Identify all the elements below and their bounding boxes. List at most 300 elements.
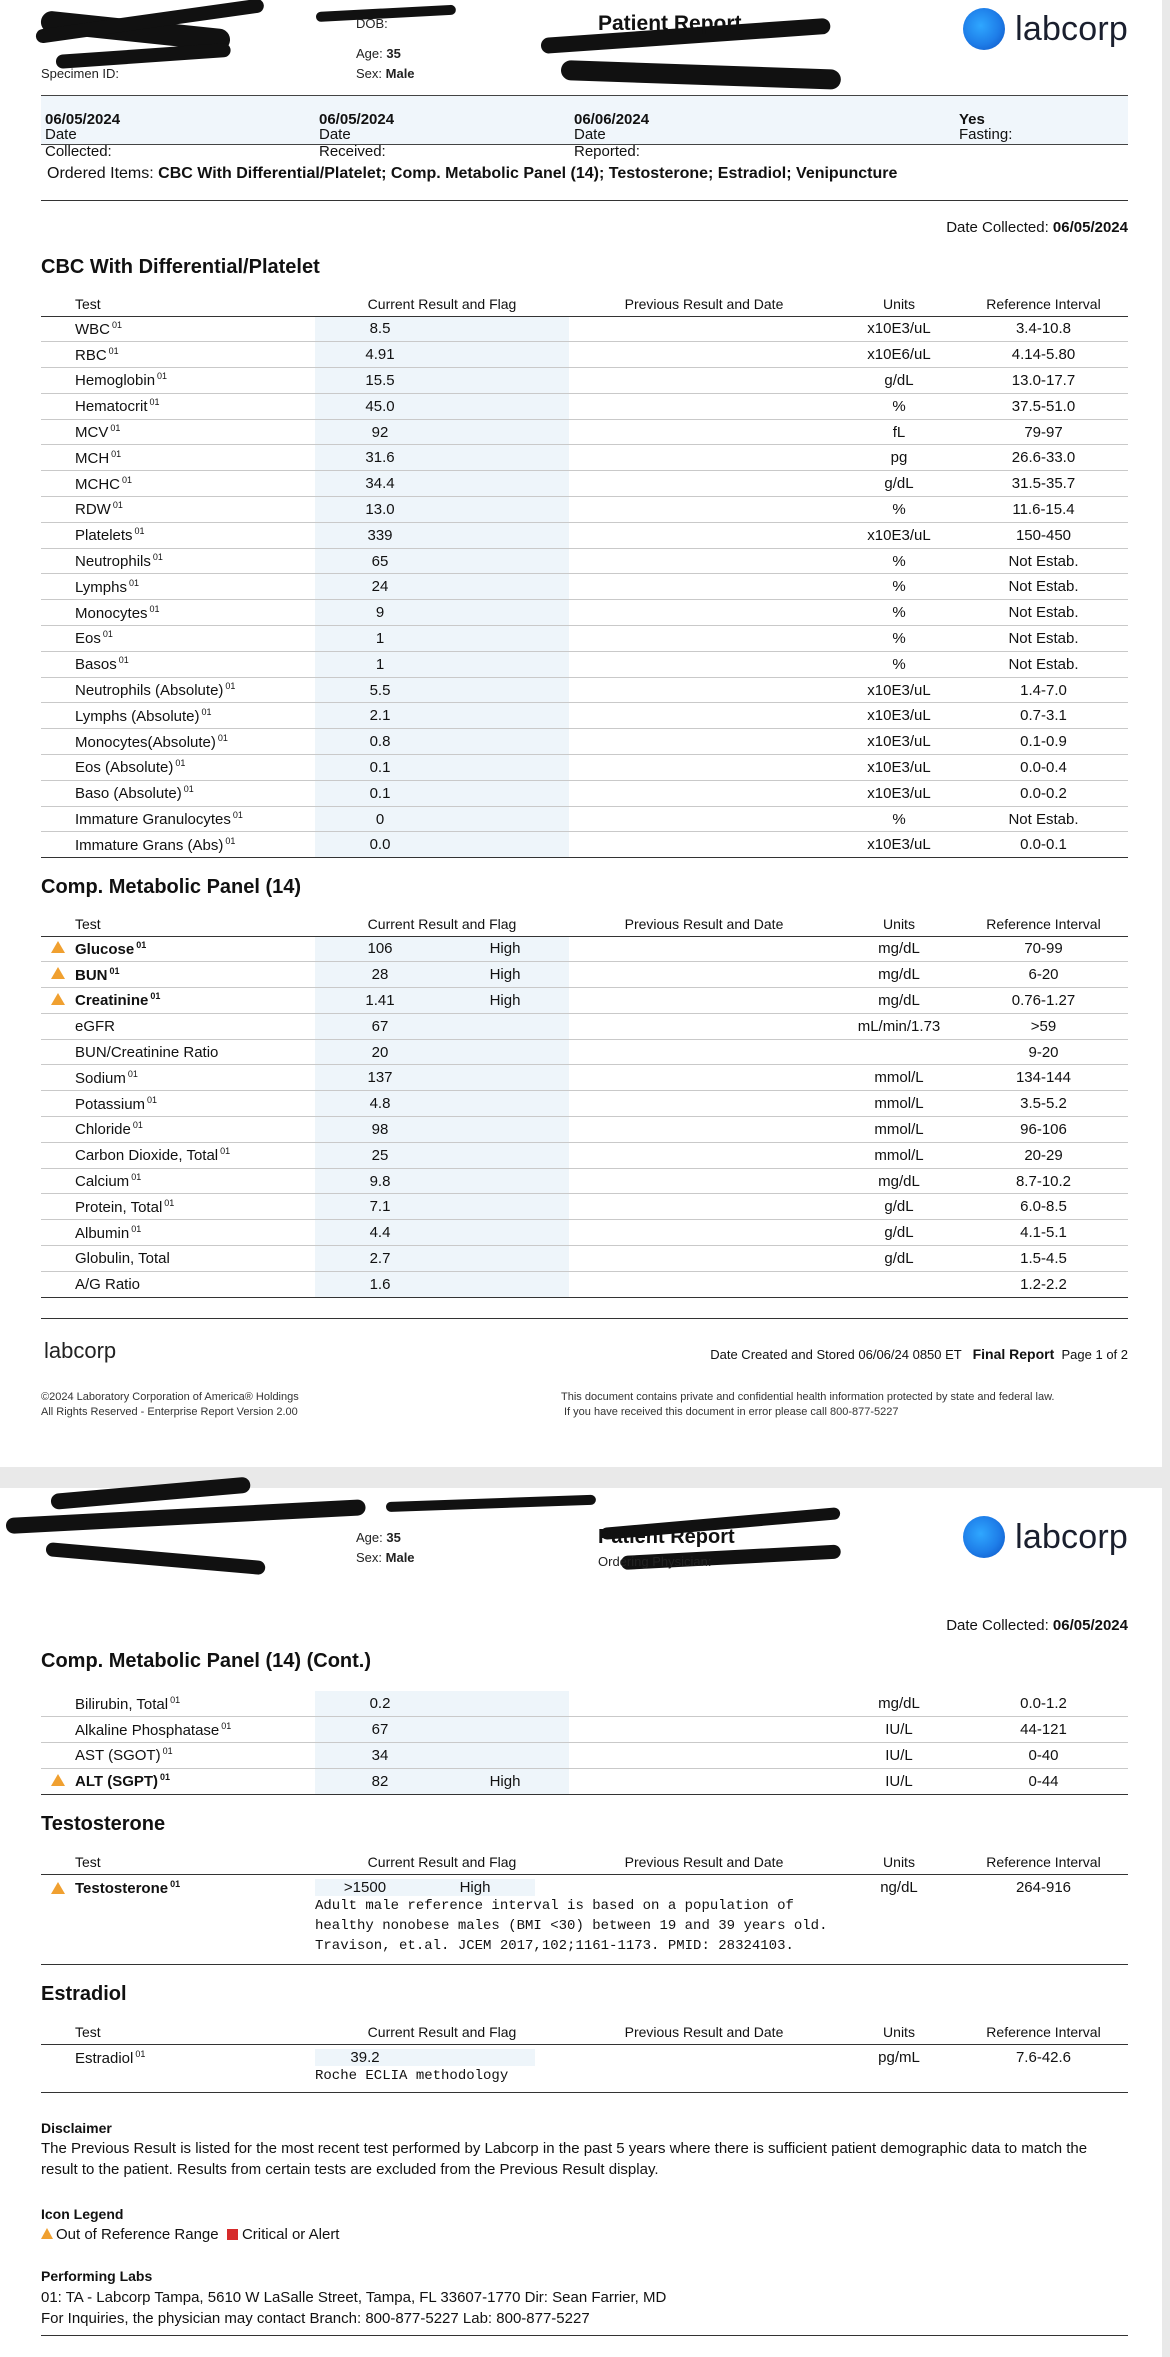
result-cell	[315, 936, 569, 962]
result-flag	[445, 1044, 565, 1061]
result-cell	[315, 419, 569, 445]
result-value: 2.7	[369, 1249, 391, 1267]
result-flag	[445, 682, 565, 699]
result-value: 9.8	[369, 1172, 391, 1190]
age-field: Age: 35	[356, 1530, 401, 1545]
previous-result	[569, 548, 839, 574]
result-flag: High	[459, 1878, 491, 1896]
result-cell	[315, 1168, 569, 1194]
units: g/dL	[839, 1220, 959, 1246]
result-cell	[315, 1271, 569, 1297]
table-row	[41, 1065, 1128, 1091]
reference-interval: 79-97	[959, 419, 1128, 445]
result-note: Adult male reference interval is based on a population of healthy nonobese males (BMI <30) between 19 and 39 years old. Travison, et.al. JCEM 2017,102;1161-1173. PMID: 28324103.	[315, 1897, 828, 1954]
result-cell	[315, 729, 569, 755]
previous-result	[569, 962, 839, 988]
result-flag	[445, 1198, 565, 1215]
table-row	[41, 1013, 1128, 1039]
result-cell	[315, 342, 569, 368]
redaction-mark	[561, 60, 842, 90]
reference-interval: 0.0-0.2	[959, 780, 1128, 806]
reference-interval: 44-121	[959, 1717, 1128, 1743]
result-cell	[315, 780, 569, 806]
previous-result	[569, 1013, 839, 1039]
result-value: 5.5	[369, 681, 391, 699]
sex-field: Sex: Male	[356, 66, 415, 81]
units: x10E3/uL	[839, 522, 959, 548]
estradiol-table	[41, 2020, 1128, 2093]
reference-interval: 26.6-33.0	[959, 445, 1128, 471]
test-name: Baso (Absolute) $^{01}$	[75, 780, 315, 806]
test-name: ALT (SGPT) $^{01}$	[75, 1768, 315, 1794]
table-row	[41, 393, 1128, 419]
result-cell	[315, 703, 569, 729]
previous-result	[569, 1117, 839, 1143]
table-row	[41, 703, 1128, 729]
previous-result	[569, 316, 839, 342]
result-flag	[445, 630, 565, 647]
result-value: 0.1	[369, 758, 391, 776]
ordered-items-list: CBC With Differential/Platelet; Comp. Metabolic Panel (14); Testosterone; Estradiol; Venipuncture	[158, 165, 898, 182]
units: %	[839, 600, 959, 626]
result-flag	[445, 501, 565, 518]
units: %	[839, 393, 959, 419]
result-value: 20	[371, 1043, 389, 1061]
previous-result	[569, 1743, 839, 1769]
icon-legend-heading: Icon Legend	[41, 2206, 124, 2222]
table-row	[41, 780, 1128, 806]
test-name: Bilirubin, Total $^{01}$	[75, 1691, 315, 1717]
col-reference: Reference Interval	[959, 912, 1128, 936]
result-cell	[315, 471, 569, 497]
units: mmol/L	[839, 1091, 959, 1117]
result-cell	[315, 548, 569, 574]
test-name: Immature Grans (Abs) $^{01}$	[75, 832, 315, 858]
result-cell	[315, 626, 569, 652]
footer-copyright: ©2024 Laboratory Corporation of America® Holdings All Rights Reserved - Enterprise Report Version 2.00	[41, 1391, 299, 1418]
result-flag	[445, 346, 565, 363]
result-value: 0.2	[369, 1695, 391, 1713]
cmp-section-title: Comp. Metabolic Panel (14)	[41, 876, 302, 898]
units: x10E3/uL	[839, 316, 959, 342]
result-value: 4.4	[369, 1224, 391, 1242]
footer-report-info: Date Created and Stored 06/06/24 0850 ET Final Report Page 1 of 2	[710, 1346, 1128, 1362]
previous-result	[569, 600, 839, 626]
result-flag	[445, 1147, 565, 1164]
test-name: Neutrophils (Absolute) $^{01}$	[75, 677, 315, 703]
result-flag	[445, 1069, 565, 1086]
result-cell	[315, 988, 569, 1014]
result-flag	[445, 785, 565, 802]
test-name: Hematocrit $^{01}$	[75, 393, 315, 419]
result-value: 4.91	[365, 346, 395, 364]
result-flag: High	[489, 966, 521, 984]
result-value: 0.1	[369, 784, 391, 802]
units	[839, 1271, 959, 1297]
result-value: >1500	[343, 1878, 387, 1896]
result-cell	[315, 1117, 569, 1143]
previous-result	[569, 1065, 839, 1091]
units: mL/min/1.73	[839, 1013, 959, 1039]
table-row	[41, 962, 1128, 988]
divider	[41, 2335, 1128, 2336]
result-value: 65	[371, 552, 389, 570]
table-row	[41, 988, 1128, 1014]
redaction-mark	[50, 1477, 251, 1510]
dates-bar	[41, 95, 1128, 160]
result-note: Roche ECLIA methodology	[315, 2067, 509, 2084]
reference-interval: 1.4-7.0	[959, 677, 1128, 703]
result-value: 4.8	[369, 1095, 391, 1113]
units: mg/dL	[839, 936, 959, 962]
table-row	[41, 1246, 1128, 1272]
labcorp-logo-icon	[963, 8, 1005, 50]
table-row	[41, 1768, 1128, 1794]
result-value: 67	[371, 1017, 389, 1035]
test-name: Globulin, Total	[75, 1246, 315, 1272]
result-cell	[315, 1717, 569, 1743]
table-row	[41, 1271, 1128, 1297]
result-cell	[315, 1743, 569, 1769]
result-value: 28	[371, 966, 389, 984]
units	[839, 1039, 959, 1065]
col-units: Units	[839, 292, 959, 316]
result-flag	[445, 1018, 565, 1035]
result-flag	[445, 372, 565, 389]
units: %	[839, 497, 959, 523]
divider	[41, 1318, 1128, 1319]
result-flag	[445, 836, 565, 853]
reference-interval: 0.7-3.1	[959, 703, 1128, 729]
units: g/dL	[839, 471, 959, 497]
previous-result	[569, 368, 839, 394]
test-name: Protein, Total $^{01}$	[75, 1194, 315, 1220]
test-name: AST (SGOT) $^{01}$	[75, 1743, 315, 1769]
result-value: 98	[371, 1120, 389, 1138]
result-value: 34	[371, 1746, 389, 1764]
previous-result	[569, 703, 839, 729]
result-cell	[315, 1142, 569, 1168]
age-value: 35	[386, 46, 401, 61]
units: mmol/L	[839, 1117, 959, 1143]
result-flag	[445, 604, 565, 621]
result-value: 25	[371, 1146, 389, 1164]
units: x10E3/uL	[839, 832, 959, 858]
result-flag: High	[489, 1772, 521, 1790]
labcorp-logo: labcorp	[963, 1516, 1128, 1558]
previous-result	[569, 729, 839, 755]
previous-result	[569, 988, 839, 1014]
reference-interval: 3.5-5.2	[959, 1091, 1128, 1117]
test-name: RBC $^{01}$	[75, 342, 315, 368]
previous-result	[569, 1194, 839, 1220]
result-flag	[445, 1095, 565, 1112]
test-name: RDW $^{01}$	[75, 497, 315, 523]
reference-interval: 0.0-1.2	[959, 1691, 1128, 1717]
result-flag	[445, 1276, 565, 1293]
units: x10E3/uL	[839, 780, 959, 806]
result-flag	[445, 1695, 565, 1712]
report-title: Patient Report	[598, 1526, 735, 1548]
result-cell	[315, 600, 569, 626]
test-name: A/G Ratio	[75, 1271, 315, 1297]
table-row	[41, 936, 1128, 962]
reference-interval: 6-20	[959, 962, 1128, 988]
reference-interval: Not Estab.	[959, 626, 1128, 652]
performing-labs-heading: Performing Labs	[41, 2268, 153, 2284]
table-row	[41, 1220, 1128, 1246]
reference-interval: 4.14-5.80	[959, 342, 1128, 368]
previous-result	[569, 393, 839, 419]
table-row	[41, 1743, 1128, 1769]
redaction-mark	[45, 1542, 265, 1575]
result-value: 13.0	[365, 500, 395, 518]
result-cell	[315, 651, 569, 677]
result-cell	[315, 1013, 569, 1039]
out-of-range-icon	[51, 967, 65, 979]
reference-interval: >59	[959, 1013, 1128, 1039]
table-row	[41, 342, 1128, 368]
reference-interval: 150-450	[959, 522, 1128, 548]
cbc-table	[41, 292, 1128, 858]
units: mmol/L	[839, 1065, 959, 1091]
units: %	[839, 806, 959, 832]
col-previous: Previous Result and Date	[569, 912, 839, 936]
reference-interval: 37.5-51.0	[959, 393, 1128, 419]
testosterone-table	[41, 1850, 1128, 1965]
result-flag	[445, 733, 565, 750]
table-row	[41, 1691, 1128, 1717]
previous-result	[569, 1717, 839, 1743]
previous-result	[569, 626, 839, 652]
result-value: 9	[375, 604, 385, 622]
units: IU/L	[839, 1743, 959, 1769]
date-collected-right: Date Collected: 06/05/2024	[946, 219, 1128, 236]
units: g/dL	[839, 1194, 959, 1220]
test-name: Immature Granulocytes $^{01}$	[75, 806, 315, 832]
out-of-range-icon	[51, 1774, 65, 1786]
reference-interval: 1.2-2.2	[959, 1271, 1128, 1297]
test-name: MCV $^{01}$	[75, 419, 315, 445]
testosterone-section-title: Testosterone	[41, 1813, 166, 1835]
result-value: 1	[375, 629, 385, 647]
result-flag: High	[489, 991, 521, 1009]
result-flag	[445, 449, 565, 466]
previous-result	[569, 1271, 839, 1297]
test-name: Eos (Absolute) $^{01}$	[75, 755, 315, 781]
test-name: eGFR	[75, 1013, 315, 1039]
table-row	[41, 548, 1128, 574]
result-flag	[445, 1173, 565, 1190]
date-collected: Date Collected: 06/05/2024	[45, 111, 121, 160]
dob-label: DOB:	[356, 16, 388, 31]
specimen-label: Specimen ID:	[41, 66, 120, 81]
units: x10E6/uL	[839, 342, 959, 368]
disclaimer-text: The Previous Result is listed for the most recent test performed by Labcorp in the past 5 years where there is sufficient patient demographic data to match the result to the patient. Results from certain tests are excluded from the Previous Result display.	[41, 2140, 1088, 2178]
reference-interval: 70-99	[959, 936, 1128, 962]
result-flag: High	[489, 940, 521, 958]
test-name: Monocytes $^{01}$	[75, 600, 315, 626]
reference-interval: 9-20	[959, 1039, 1128, 1065]
date-received: Date Received: 06/05/2024	[319, 111, 395, 160]
result-flag	[445, 1224, 565, 1241]
divider	[41, 200, 1128, 201]
table-header-row	[41, 292, 1128, 316]
units: x10E3/uL	[839, 703, 959, 729]
col-units: Units	[839, 912, 959, 936]
result-cell	[315, 1194, 569, 1220]
out-of-range-icon	[51, 941, 65, 953]
test-name: WBC $^{01}$	[75, 316, 315, 342]
test-name: Platelets $^{01}$	[75, 522, 315, 548]
result-value: 92	[371, 423, 389, 441]
table-row	[41, 729, 1128, 755]
table-row	[41, 1717, 1128, 1743]
performing-labs-text: 01: TA - Labcorp Tampa, 5610 W LaSalle Street, Tampa, FL 33607-1770 Dir: Sean Farrier, MD For Inquiries, the physician may contact Branch: 800-877-5227 Lab: 800-877-5227	[41, 2289, 667, 2327]
result-value: 1.41	[365, 991, 395, 1009]
icon-legend: Out of Reference Range Critical or Alert	[41, 2224, 1121, 2245]
result-cell	[315, 445, 569, 471]
units: mg/dL	[839, 962, 959, 988]
test-name: Neutrophils $^{01}$	[75, 548, 315, 574]
fasting: Fasting: Yes	[959, 111, 1013, 143]
test-name: Carbon Dioxide, Total $^{01}$	[75, 1142, 315, 1168]
table-row	[41, 419, 1128, 445]
result-cell	[315, 522, 569, 548]
result-cell	[315, 1246, 569, 1272]
previous-result	[569, 342, 839, 368]
previous-result	[569, 780, 839, 806]
reference-interval: 13.0-17.7	[959, 368, 1128, 394]
units: g/dL	[839, 1246, 959, 1272]
previous-result	[569, 677, 839, 703]
test-name: MCHC $^{01}$	[75, 471, 315, 497]
previous-result	[569, 1039, 839, 1065]
result-value: 2.1	[369, 707, 391, 725]
reference-interval: 0-44	[959, 1768, 1128, 1794]
result-value: 0	[375, 810, 385, 828]
table-row	[41, 1168, 1128, 1194]
footer-logo: labcorp	[44, 1338, 117, 1363]
estradiol-section-title: Estradiol	[41, 1983, 127, 2005]
col-result: Current Result and Flag	[315, 912, 569, 936]
result-cell	[315, 832, 569, 858]
result-flag	[445, 424, 565, 441]
test-name: Basos $^{01}$	[75, 651, 315, 677]
test-name: Calcium $^{01}$	[75, 1168, 315, 1194]
test-name: Alkaline Phosphatase $^{01}$	[75, 1717, 315, 1743]
reference-interval: 20-29	[959, 1142, 1128, 1168]
units: %	[839, 548, 959, 574]
col-previous: Previous Result and Date	[569, 292, 839, 316]
result-cell	[315, 1039, 569, 1065]
previous-result	[569, 497, 839, 523]
result-value: 0.8	[369, 733, 391, 751]
previous-result	[569, 651, 839, 677]
reference-interval: 8.7-10.2	[959, 1168, 1128, 1194]
cbc-section-title: CBC With Differential/Platelet	[41, 256, 320, 278]
units: %	[839, 651, 959, 677]
table-row	[41, 1091, 1128, 1117]
reference-interval: 11.6-15.4	[959, 497, 1128, 523]
reference-interval: 96-106	[959, 1117, 1128, 1143]
units: IU/L	[839, 1768, 959, 1794]
table-row	[41, 832, 1128, 858]
result-cell	[315, 393, 569, 419]
result-value: 137	[367, 1069, 393, 1087]
units: x10E3/uL	[839, 755, 959, 781]
units: mg/dL	[839, 1168, 959, 1194]
result-flag	[445, 811, 565, 828]
result-cell	[315, 497, 569, 523]
units: IU/L	[839, 1717, 959, 1743]
result-value: 31.6	[365, 449, 395, 467]
reference-interval: Not Estab.	[959, 548, 1128, 574]
table-row	[41, 677, 1128, 703]
previous-result	[569, 445, 839, 471]
units: mmol/L	[839, 1142, 959, 1168]
table-row	[41, 1194, 1128, 1220]
result-value: 82	[371, 1772, 389, 1790]
critical-alert-icon	[227, 2229, 238, 2240]
result-flag	[445, 553, 565, 570]
units: %	[839, 574, 959, 600]
result-cell	[315, 755, 569, 781]
units: mg/dL	[839, 1691, 959, 1717]
result-value: 339	[367, 526, 393, 544]
test-name: Sodium $^{01}$	[75, 1065, 315, 1091]
table-row	[41, 574, 1128, 600]
date-collected-right: Date Collected: 06/05/2024	[946, 1617, 1128, 1634]
test-name: Hemoglobin $^{01}$	[75, 368, 315, 394]
test-name: Creatinine $^{01}$	[75, 988, 315, 1014]
table-row	[41, 626, 1128, 652]
table-header-row	[41, 912, 1128, 936]
result-flag	[445, 707, 565, 724]
result-cell	[315, 806, 569, 832]
labcorp-logo-icon	[963, 1516, 1005, 1558]
result-cell	[315, 677, 569, 703]
result-cell	[315, 1768, 569, 1794]
result-value: 1.6	[369, 1275, 391, 1293]
table-row	[41, 1142, 1128, 1168]
reference-interval: 1.5-4.5	[959, 1246, 1128, 1272]
previous-result	[569, 936, 839, 962]
units: %	[839, 626, 959, 652]
result-cell	[315, 574, 569, 600]
result-flag	[445, 759, 565, 776]
result-flag	[445, 1721, 565, 1738]
sex-value: Male	[385, 66, 415, 81]
reference-interval: 0.0-0.4	[959, 755, 1128, 781]
previous-result	[569, 419, 839, 445]
test-name: Lymphs $^{01}$	[75, 574, 315, 600]
test-name: Chloride $^{01}$	[75, 1117, 315, 1143]
result-flag	[445, 578, 565, 595]
test-name: Eos $^{01}$	[75, 626, 315, 652]
reference-interval: Not Estab.	[959, 806, 1128, 832]
units: x10E3/uL	[839, 677, 959, 703]
table-row: Estradiol $^{01}$ 39.2 Roche ECLIA methodology pg/mL 7.6-42.6	[41, 2044, 1128, 2092]
sex-field: Sex: Male	[356, 1550, 415, 1565]
test-name: Lymphs (Absolute) $^{01}$	[75, 703, 315, 729]
col-result: Current Result and Flag	[315, 292, 569, 316]
reference-interval: 0.76-1.27	[959, 988, 1128, 1014]
ordered-items: Ordered Items: CBC With Differential/Platelet; Comp. Metabolic Panel (14); Testosterone; Estradiol; Venipuncture	[47, 165, 898, 182]
previous-result	[569, 832, 839, 858]
units: x10E3/uL	[839, 729, 959, 755]
col-reference: Reference Interval	[959, 292, 1128, 316]
